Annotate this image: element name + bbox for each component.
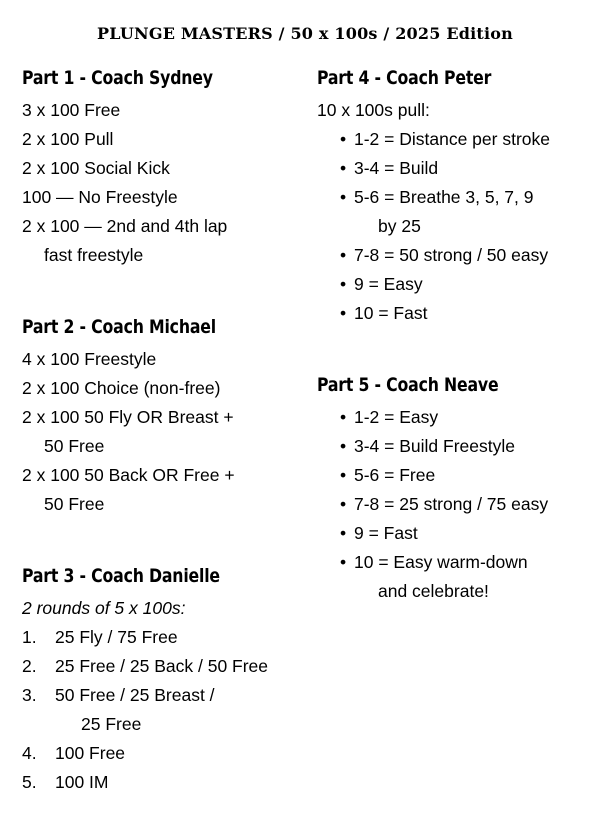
- bullet-list-item: [340, 432, 602, 461]
- workout-line: [22, 403, 304, 461]
- bullet-list-item: [340, 270, 602, 299]
- section-heading-part-4: Part 4 - Coach Peter: [317, 67, 492, 89]
- section-heading-part-3: Part 3 - Coach Danielle: [22, 565, 220, 587]
- bullet-item-text: 5-6 = Free: [354, 465, 436, 485]
- bullet-item-text: 9 = Easy: [354, 274, 423, 294]
- bullet-list-item: [340, 154, 602, 183]
- bullet-workout-list-part-5: [317, 403, 602, 606]
- workout-line: [22, 212, 304, 270]
- workout-line-text: 2 x 100 Pull: [22, 129, 114, 149]
- section-part-5: [317, 373, 602, 606]
- bullet-item-text-main: 5-6 = Breathe 3, 5, 7, 9: [354, 187, 534, 207]
- bullet-dot-icon: •: [340, 129, 347, 149]
- section-part-4: [317, 66, 602, 328]
- bullet-item-text: [354, 183, 602, 241]
- page-title: PLUNGE MASTERS / 50 x 100s / 2025 Edition: [97, 24, 513, 43]
- list-item-text: 25 Free / 25 Back / 50 Free: [55, 656, 269, 676]
- bullet-workout-list-part-4: [317, 125, 602, 328]
- workout-line-text: 2 x 100 Choice (non-free): [22, 378, 221, 398]
- list-item-number: 5.: [22, 772, 37, 792]
- workout-line-continuation: fast freestyle: [44, 245, 144, 265]
- bullet-dot-icon: •: [340, 494, 347, 514]
- list-item-number: 3.: [22, 685, 37, 705]
- bullet-dot-icon: •: [340, 274, 347, 294]
- list-item-number: 4.: [22, 743, 37, 763]
- section-heading-part-1: Part 1 - Coach Sydney: [22, 67, 213, 89]
- bullet-list-item: [340, 403, 602, 432]
- workout-line-continuation: 50 Free: [44, 494, 105, 514]
- two-column-layout: [0, 66, 610, 797]
- section-heading-part-5: Part 5 - Coach Neave: [317, 374, 499, 396]
- numbered-list-item: [22, 652, 304, 681]
- bullet-item-continuation: and celebrate!: [378, 581, 489, 601]
- bullet-list-item: [340, 183, 602, 241]
- bullet-dot-icon: •: [340, 407, 347, 427]
- workout-line-text: 4 x 100 Freestyle: [22, 349, 157, 369]
- section-heading-part-2: Part 2 - Coach Michael: [22, 316, 216, 338]
- workout-line: [22, 345, 304, 374]
- bullet-dot-icon: •: [340, 465, 347, 485]
- workout-line-text: 100 — No Freestyle: [22, 187, 178, 207]
- list-item-text: 25 Fly / 75 Free: [55, 627, 178, 647]
- bullet-list-item: [340, 548, 602, 606]
- bullet-dot-icon: •: [340, 158, 347, 178]
- workout-line-list-part-2: [22, 345, 304, 519]
- bullet-item-text: 3-4 = Build Freestyle: [354, 436, 515, 456]
- bullet-list-item: [340, 125, 602, 154]
- workout-line-text: 2 x 100 Social Kick: [22, 158, 170, 178]
- numbered-list-item: [22, 681, 304, 739]
- numbered-list-item: [22, 739, 304, 768]
- bullet-item-text: 7-8 = 50 strong / 50 easy: [354, 245, 549, 265]
- bullet-list-item: [340, 299, 602, 328]
- bullet-item-text-main: 10 = Easy warm-down: [354, 552, 528, 572]
- list-item-text: 100 IM: [55, 772, 109, 792]
- workout-line-text: 2 x 100 50 Fly OR Breast +: [22, 407, 234, 427]
- section-part-2: [22, 315, 304, 519]
- workout-line-continuation: 50 Free: [44, 436, 105, 456]
- numbered-workout-list-part-3: [22, 623, 304, 797]
- right-column: [310, 66, 610, 606]
- list-item-text-main: 50 Free / 25 Breast /: [55, 685, 215, 705]
- bullet-item-text: 3-4 = Build: [354, 158, 439, 178]
- bullet-list-item: [340, 519, 602, 548]
- bullet-list-item: [340, 241, 602, 270]
- bullet-dot-icon: •: [340, 552, 347, 572]
- bullet-item-continuation: by 25: [378, 216, 421, 236]
- workout-line: [22, 96, 304, 125]
- bullet-item-text: 1-2 = Easy: [354, 407, 439, 427]
- workout-line-text: 2 x 100 50 Back OR Free +: [22, 465, 235, 485]
- workout-line: [22, 154, 304, 183]
- section-part-1: [22, 66, 304, 270]
- list-item-number: 2.: [22, 656, 37, 676]
- list-item-text: [55, 681, 304, 739]
- list-item-number: 1.: [22, 627, 37, 647]
- bullet-dot-icon: •: [340, 523, 347, 543]
- section-subtitle-part-3: 2 rounds of 5 x 100s:: [22, 598, 186, 618]
- section-part-3: [22, 564, 304, 797]
- workout-line-text: 3 x 100 Free: [22, 100, 121, 120]
- workout-line: [22, 461, 304, 519]
- left-column: [0, 66, 310, 797]
- workout-line-text: 2 x 100 — 2nd and 4th lap: [22, 216, 228, 236]
- bullet-item-text: 1-2 = Distance per stroke: [354, 129, 550, 149]
- section-lead-line-part-4: 10 x 100s pull:: [317, 100, 430, 120]
- workout-line: [22, 125, 304, 154]
- bullet-item-text: 10 = Fast: [354, 303, 428, 323]
- numbered-list-item: [22, 623, 304, 652]
- bullet-dot-icon: •: [340, 245, 347, 265]
- bullet-dot-icon: •: [340, 187, 347, 207]
- list-item-continuation: 25 Free: [81, 714, 142, 734]
- bullet-item-text: 7-8 = 25 strong / 75 easy: [354, 494, 549, 514]
- bullet-list-item: [340, 490, 602, 519]
- bullet-list-item: [340, 461, 602, 490]
- bullet-item-text: 9 = Fast: [354, 523, 418, 543]
- bullet-dot-icon: •: [340, 436, 347, 456]
- workout-line: [22, 183, 304, 212]
- bullet-dot-icon: •: [340, 303, 347, 323]
- bullet-item-text: [354, 548, 602, 606]
- workout-line: [22, 374, 304, 403]
- numbered-list-item: [22, 768, 304, 797]
- list-item-text: 100 Free: [55, 743, 126, 763]
- workout-line-list-part-1: [22, 96, 304, 270]
